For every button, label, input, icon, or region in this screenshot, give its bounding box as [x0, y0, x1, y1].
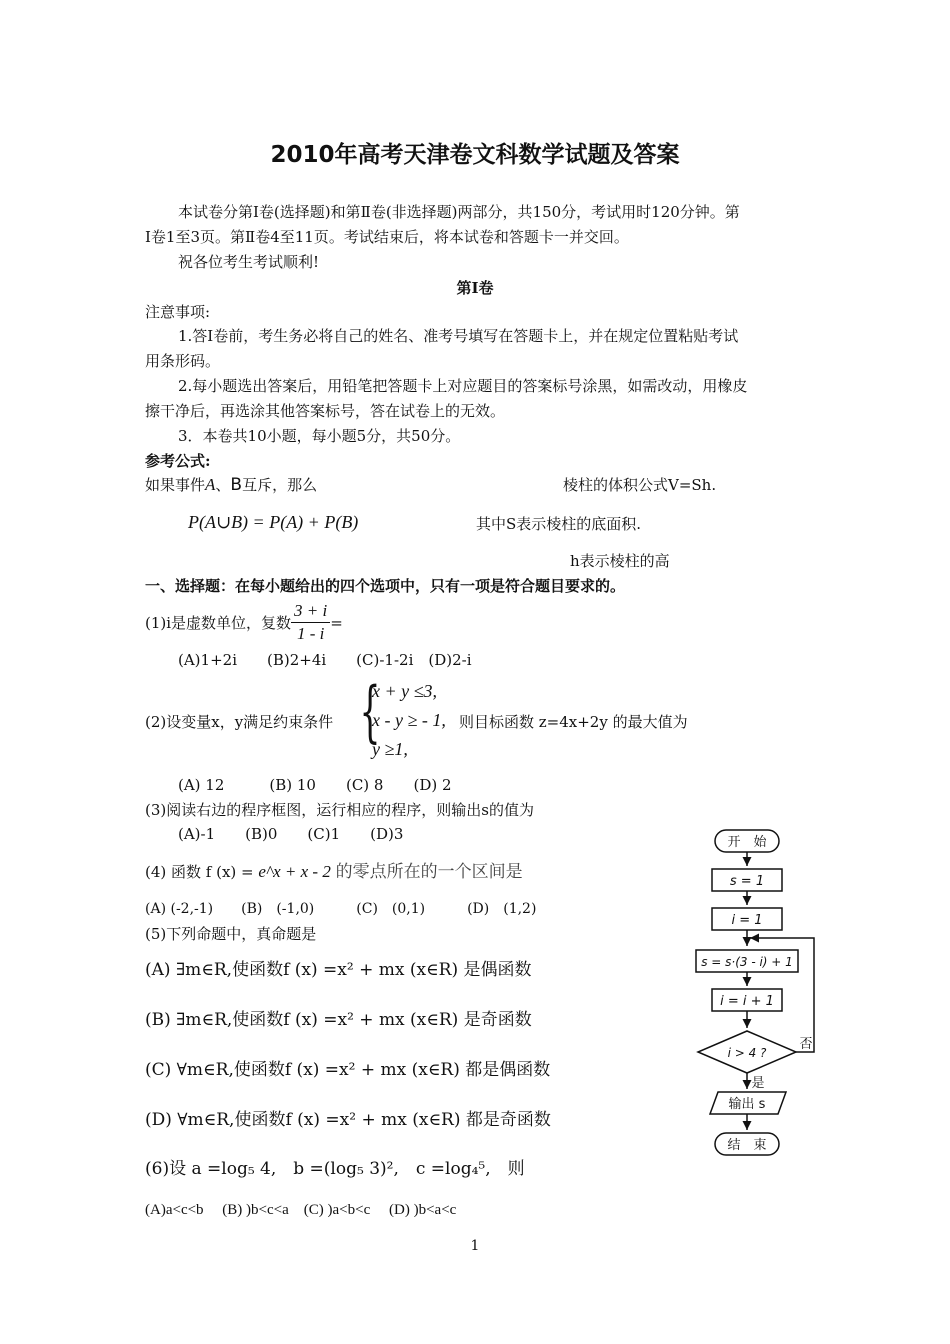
question-4	[145, 860, 523, 884]
question-1-options: (A)1+2i (B)2+4i (C)-1-2i (D)2-i	[178, 651, 472, 669]
question-1	[145, 600, 343, 645]
reference-left-sep: 、	[215, 476, 231, 494]
constraint-3: y ≥1,	[372, 739, 408, 759]
document-title: 2010年高考天津卷文科数学试题及答案	[270, 142, 680, 168]
i-init-label: i = 1	[731, 913, 763, 928]
notice-2-line-2: 擦干净后，再选涂其他答案标号，答在试卷上的无效。	[145, 402, 506, 420]
s-init-label: s = 1	[729, 874, 765, 889]
decision-label: i > 4 ?	[727, 1046, 767, 1060]
question-5-text: (5)下列命题中，真命题是	[145, 925, 317, 943]
notice-1-line-1: 1.答I卷前，考生务必将自己的姓名、准考号填写在答题卡上，并在规定位置粘贴考试	[178, 327, 739, 345]
prism-base-note: 其中S表示棱柱的底面积.	[476, 515, 642, 533]
no-label: 否	[799, 1037, 813, 1052]
notice-1-line-2: 用条形码。	[145, 352, 221, 370]
fraction-numerator: 3 + i	[291, 600, 330, 623]
notice-3: 3．本卷共10小题，每小题5分，共50分。	[178, 427, 461, 445]
question-6-text: (6)设 a =log₅ 4, b =(log₅ 3)², c =log₄⁵, 则	[145, 1159, 525, 1179]
program-flowchart	[690, 822, 830, 1162]
question-3-options: (A)-1 (B)0 (C)1 (D)3	[178, 825, 404, 843]
reference-left-post: 互斥，那么	[242, 476, 318, 494]
event-a: A	[205, 475, 216, 494]
notice-heading: 注意事项:	[145, 303, 211, 321]
question-4-options: (A) (-2,-1) (B) (-1,0) (C) (0,1) (D) (1,2)	[145, 901, 537, 917]
question-5-option-b: (B) ∃m∈R,使函数f (x) =x² + mx (x∈R) 是奇函数	[145, 1010, 532, 1030]
update-i-label: i = i + 1	[720, 994, 774, 1009]
question-5-option-a: (A) ∃m∈R,使函数f (x) =x² + mx (x∈R) 是偶函数	[145, 960, 532, 980]
question-2-text: (2)设变量x，y满足约束条件	[145, 713, 334, 731]
reference-heading: 参考公式:	[145, 452, 211, 470]
question-1-fraction	[291, 600, 330, 645]
reference-left	[145, 473, 317, 497]
question-5-option-d: (D) ∀m∈R,使函数f (x) =x² + mx (x∈R) 都是奇函数	[145, 1110, 551, 1130]
update-s-label: s = s·(3 - i) + 1	[701, 955, 793, 969]
end-label: 结 束	[727, 1138, 767, 1153]
page-number: 1	[470, 1238, 480, 1254]
output-label: 输出 s	[728, 1097, 766, 1112]
question-6-options: (A)a<c<b (B) )b<c<a (C) )a<b<c (D) )b<a<c	[145, 1202, 457, 1218]
wish-line: 祝各位考生考试顺利!	[178, 253, 320, 271]
fraction-denominator: 1 - i	[296, 624, 325, 643]
intro-line-1: 本试卷分第I卷(选择题)和第Ⅱ卷(非选择题)两部分，共150分，考试用时120分钟。第	[178, 203, 740, 221]
yes-label: 是	[751, 1076, 765, 1091]
question-1-eq: =	[330, 613, 343, 632]
intro-line-2: I卷1至3页。第Ⅱ卷4至11页。考试结束后，将本试卷和答题卡一并交回。	[145, 228, 629, 246]
start-label: 开 始	[727, 835, 767, 850]
question-5-option-c: (C) ∀m∈R,使函数f (x) =x² + mx (x∈R) 都是偶函数	[145, 1060, 551, 1080]
question-1-text: (1)i是虚数单位，复数	[145, 613, 292, 632]
constraint-1: x + y ≤3,	[372, 681, 438, 701]
notice-2-line-1: 2.每小题选出答案后，用铅笔把答题卡上对应题目的答案标号涂黑，如需改动，用橡皮	[178, 377, 748, 395]
reference-left-pre: 如果事件	[145, 476, 206, 494]
question-2-options: (A) 12 (B) 10 (C) 8 (D) 2	[178, 776, 452, 794]
prism-height-note: h表示棱柱的高	[570, 552, 670, 570]
left-brace: {	[359, 673, 381, 750]
question-3-text: (3)阅读右边的程序框图，运行相应的程序，则输出s的值为	[145, 801, 534, 819]
prism-volume-formula: 棱柱的体积公式V=Sh.	[563, 476, 717, 494]
question-4-text: (4) 函数 f (x) =	[145, 863, 254, 881]
question-4-expression: e^x + x - 2	[258, 862, 331, 881]
section-choice-heading: 一、选择题：在每小题给出的四个选项中，只有一项是符合题目要求的。	[145, 577, 626, 595]
question-4-tail: 的零点所在的一个区间是	[335, 862, 523, 882]
constraint-2: x - y ≥ - 1,	[372, 710, 446, 730]
probability-formula: P(A∪B) = P(A) + P(B)	[188, 512, 359, 532]
section-heading-1: 第I卷	[456, 279, 494, 297]
question-2-tail: 则目标函数 z=4x+2y 的最大值为	[459, 713, 688, 731]
event-b: B	[230, 475, 243, 495]
